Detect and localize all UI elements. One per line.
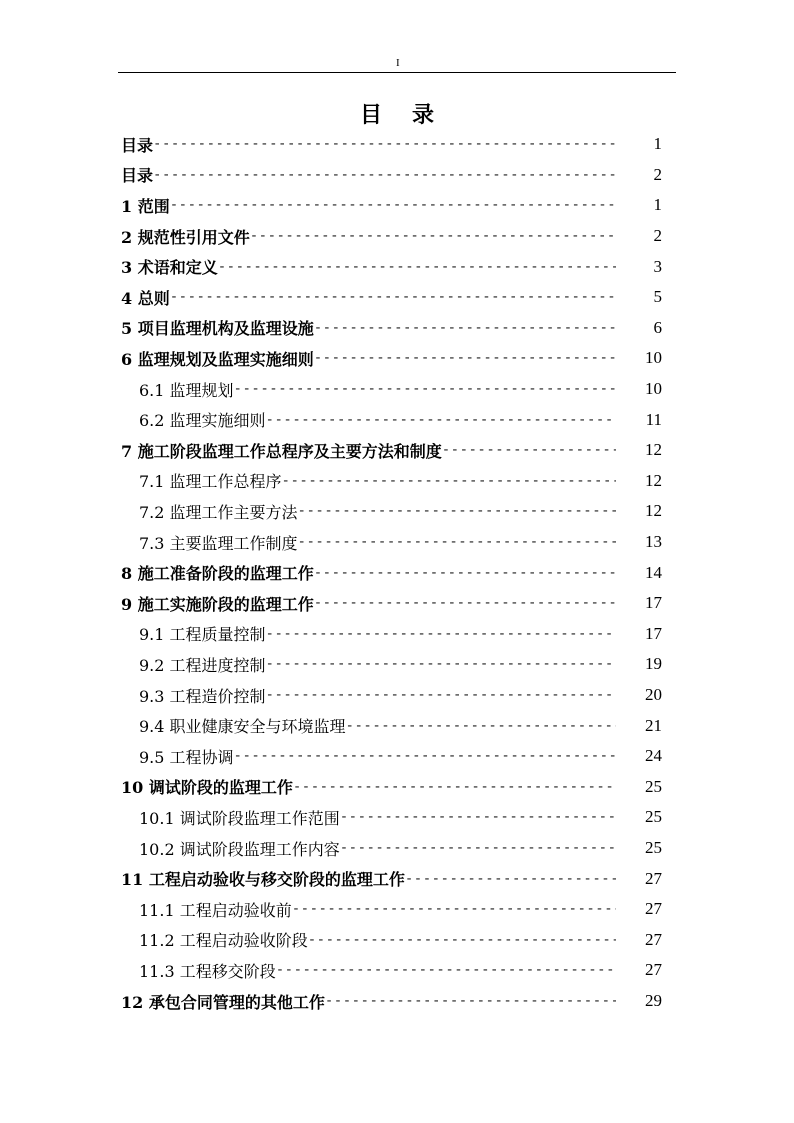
toc-leader: [340, 840, 616, 856]
toc-entry[interactable]: [0, 649, 794, 680]
toc-entry[interactable]: [0, 343, 794, 374]
toc-entry-label: 11 工程启动验收与移交阶段的监理工作: [121, 870, 405, 890]
toc-entry-page: 1: [653, 134, 662, 154]
toc-entry[interactable]: [0, 833, 794, 864]
toc-entry-page: 1: [653, 195, 662, 215]
toc-entry-label: 目录: [121, 166, 154, 186]
toc-entry-page: 25: [645, 776, 662, 796]
toc-entry-page: 25: [645, 838, 662, 858]
toc-entry-label: 9.1 工程质量控制: [139, 625, 266, 645]
toc-leader: [153, 167, 616, 183]
toc-entry[interactable]: [0, 925, 794, 956]
toc-entry-page: 13: [645, 532, 662, 552]
toc-entry-label: 目录: [121, 135, 154, 155]
toc-entry-page: 14: [645, 562, 662, 582]
toc-entry-label: 6.1 监理规划: [139, 380, 234, 400]
toc-entry[interactable]: [0, 772, 794, 803]
toc-entry[interactable]: [0, 619, 794, 650]
toc-leader: [442, 442, 616, 458]
toc-leader: [314, 565, 616, 581]
toc-entry[interactable]: [0, 466, 794, 497]
toc-entry[interactable]: [0, 190, 794, 221]
toc-leader: [234, 381, 616, 397]
toc-leader: [314, 320, 616, 336]
toc-entry[interactable]: [0, 374, 794, 405]
toc-entry-label: 10.2 调试阶段监理工作内容: [139, 839, 340, 859]
toc-entry[interactable]: [0, 404, 794, 435]
toc-entry[interactable]: [0, 955, 794, 986]
page-header-mark: I: [396, 57, 400, 69]
toc-entry-label: 7.1 监理工作总程序: [139, 472, 282, 492]
toc-entry-label: 11.1 工程启动验收前: [139, 900, 292, 920]
toc-entry[interactable]: [0, 160, 794, 191]
toc-entry-page: 17: [645, 623, 662, 643]
toc-entry-label: 9 施工实施阶段的监理工作: [121, 594, 314, 614]
toc-entry[interactable]: [0, 251, 794, 282]
toc-leader: [308, 932, 616, 948]
toc-entry-page: 3: [653, 256, 662, 276]
toc-leader: [298, 503, 616, 519]
toc-entry[interactable]: [0, 496, 794, 527]
toc-entry[interactable]: [0, 710, 794, 741]
toc-entry-page: 27: [645, 960, 662, 980]
toc-leader: [314, 595, 616, 611]
toc-entry[interactable]: [0, 527, 794, 558]
toc-entry[interactable]: [0, 802, 794, 833]
toc-entry-label: 1 范围: [121, 196, 170, 216]
toc-entry-page: 24: [645, 746, 662, 766]
toc-leader: [340, 809, 616, 825]
toc-leader: [276, 962, 616, 978]
toc-entry-page: 2: [653, 226, 662, 246]
toc-entry-page: 12: [645, 440, 662, 460]
toc-entry-label: 11.2 工程启动验收阶段: [139, 931, 308, 951]
toc-entry-page: 5: [653, 287, 662, 307]
toc-entry-page: 12: [645, 470, 662, 490]
toc-entry-page: 17: [645, 593, 662, 613]
toc-entry[interactable]: [0, 221, 794, 252]
toc-leader: [250, 228, 616, 244]
toc-entry-label: 7 施工阶段监理工作总程序及主要方法和制度: [121, 441, 442, 461]
toc-entry-label: 10.1 调试阶段监理工作范围: [139, 808, 340, 828]
toc-entry-page: 27: [645, 929, 662, 949]
toc-entry-page: 20: [645, 685, 662, 705]
toc-leader: [266, 687, 616, 703]
toc-entry[interactable]: [0, 680, 794, 711]
toc-entry[interactable]: [0, 557, 794, 588]
toc-entry[interactable]: [0, 894, 794, 925]
toc-entry-label: 2 规范性引用文件: [121, 227, 250, 247]
toc-leader: [325, 993, 616, 1009]
toc-entry-page: 12: [645, 501, 662, 521]
toc-leader: [170, 289, 616, 305]
header-rule: [118, 72, 676, 73]
toc-entry-page: 19: [645, 654, 662, 674]
toc-leader: [266, 656, 616, 672]
toc-entry-label: 8 施工准备阶段的监理工作: [121, 564, 314, 584]
toc-entry-label: 9.4 职业健康安全与环境监理: [139, 717, 346, 737]
toc-entry-label: 3 术语和定义: [121, 258, 218, 278]
toc-entry-label: 7.2 监理工作主要方法: [139, 502, 298, 522]
toc-entry[interactable]: [0, 588, 794, 619]
toc-leader: [405, 871, 616, 887]
toc-entry-page: 11: [645, 409, 662, 429]
toc-entry-label: 9.5 工程协调: [139, 747, 234, 767]
toc-leader: [266, 626, 616, 642]
toc-entry[interactable]: [0, 741, 794, 772]
toc-entry-label: 6.2 监理实施细则: [139, 411, 266, 431]
toc-entry-page: 29: [645, 991, 662, 1011]
toc-entry-page: 27: [645, 868, 662, 888]
toc-entry[interactable]: [0, 863, 794, 894]
toc-entry-label: 6 监理规划及监理实施细则: [121, 349, 314, 369]
toc-leader: [218, 259, 616, 275]
toc-entry-page: 2: [653, 164, 662, 184]
toc-entry-page: 21: [645, 715, 662, 735]
toc-leader: [266, 412, 616, 428]
toc-entry-page: 6: [653, 317, 662, 337]
toc-entry[interactable]: [0, 129, 794, 160]
toc-entry-page: 10: [645, 348, 662, 368]
toc-entry-label: 11.3 工程移交阶段: [139, 961, 276, 981]
toc-entry-label: 5 项目监理机构及监理设施: [121, 319, 314, 339]
toc-leader: [153, 136, 616, 152]
toc-leader: [298, 534, 616, 550]
toc-entry-label: 12 承包合同管理的其他工作: [121, 992, 325, 1012]
toc-leader: [314, 350, 616, 366]
toc-entry-label: 4 总则: [121, 288, 170, 308]
toc-leader: [170, 197, 616, 213]
toc-leader: [234, 748, 616, 764]
toc-leader: [293, 779, 616, 795]
toc-leader: [292, 901, 616, 917]
toc-entry-label: 10 调试阶段的监理工作: [121, 778, 293, 798]
toc-entry-page: 25: [645, 807, 662, 827]
toc-title: 目录: [359, 102, 464, 128]
toc-leader: [346, 718, 616, 734]
toc-entry-label: 7.3 主要监理工作制度: [139, 533, 298, 553]
toc-entry[interactable]: [0, 282, 794, 313]
toc-entry[interactable]: [0, 435, 794, 466]
toc-entry[interactable]: [0, 986, 794, 1017]
toc-entry-page: 27: [645, 899, 662, 919]
toc-leader: [282, 473, 616, 489]
toc-entry-page: 10: [645, 379, 662, 399]
toc-entry[interactable]: [0, 313, 794, 344]
toc-entry-label: 9.2 工程进度控制: [139, 655, 266, 675]
toc-entry-label: 9.3 工程造价控制: [139, 686, 266, 706]
